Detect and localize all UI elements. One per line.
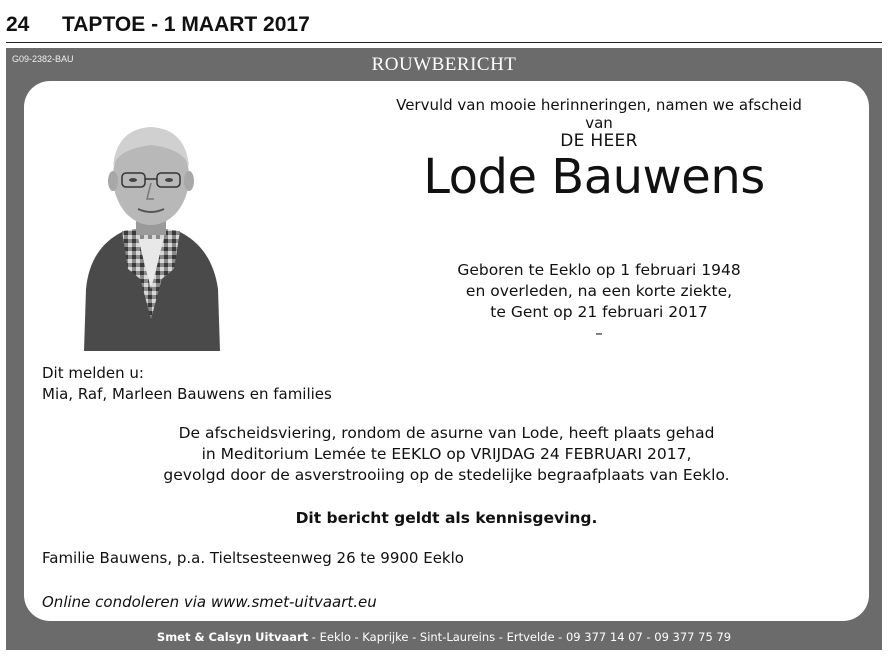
reference-code: G09-2382-BAU <box>12 54 74 64</box>
obituary-card <box>24 81 869 621</box>
informants-names: Mia, Raf, Marleen Bauwens en families <box>42 385 332 403</box>
ceremony-block <box>24 423 869 486</box>
intro-line: Vervuld van mooie herinneringen, namen we afscheid van <box>396 96 802 132</box>
family-address: Familie Bauwens, p.a. Tieltsesteenweg 26 te 9900 Eeklo <box>42 549 464 567</box>
funeral-home-name: Smet & Calsyn Uitvaart <box>156 630 309 644</box>
death-line-1: en overleden, na een korte ziekte, <box>465 282 733 300</box>
informants-intro: Dit melden u: <box>42 364 144 382</box>
portrait-photo <box>76 119 226 354</box>
publication-title: TAPTOE - 1 MAART 2017 <box>62 13 310 36</box>
deceased-name: Lode Bauwens <box>423 149 765 205</box>
birth-line: Geboren te Eeklo op 1 februari 1948 <box>457 261 741 279</box>
intro-text <box>24 96 869 132</box>
notice-title: ROUWBERICHT <box>371 54 517 75</box>
ceremony-line-2: in Meditorium Lemée te EEKLO op VRIJDAG 24 FEBRUARI 2017, <box>201 445 692 463</box>
funeral-home-details: - Eeklo - Kaprijke - Sint-Laureins - Ertvelde - 09 377 14 07 - 09 377 75 79 <box>308 630 732 644</box>
newspaper-header <box>6 10 882 43</box>
funeral-home-footer <box>6 630 882 644</box>
salutation: DE HEER <box>560 131 638 151</box>
informants-block <box>42 363 332 405</box>
notification-statement: Dit bericht geldt als kennisgeving. <box>295 509 598 527</box>
life-dates <box>384 260 814 323</box>
separator: – <box>595 324 603 342</box>
ceremony-line-1: De afscheidsviering, rondom de asurne van Lode, heeft plaats gehad <box>178 424 715 442</box>
ceremony-line-3: gevolgd door de asverstrooiing op de stedelijke begraafplaats van Eeklo. <box>163 466 730 484</box>
online-condolence: Online condoleren via www.smet-uitvaart.eu <box>42 593 377 611</box>
death-line-2: te Gent op 21 februari 2017 <box>490 303 708 321</box>
obituary-frame <box>6 48 882 650</box>
page-number: 24 <box>6 13 30 36</box>
